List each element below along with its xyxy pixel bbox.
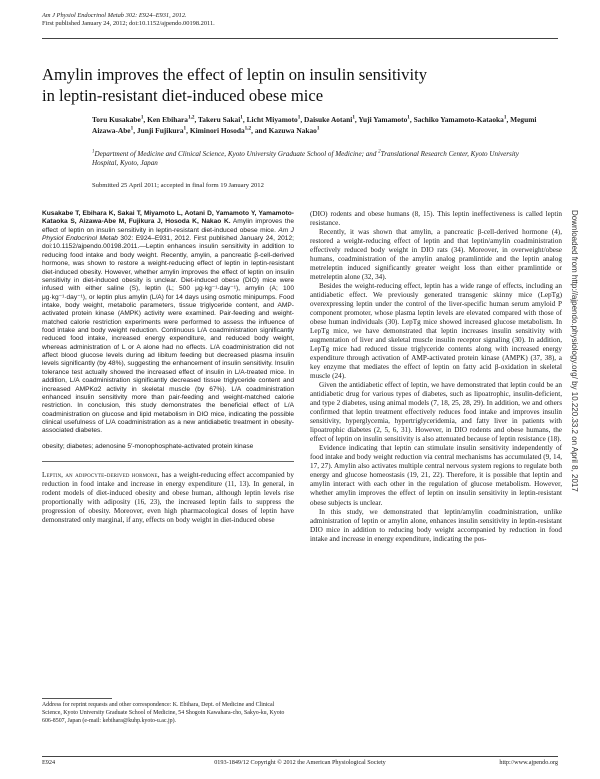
right-column: [310, 210, 562, 544]
download-watermark: [567, 210, 585, 665]
abstract-citation-authors: Kusakabe T, Ebihara K, Sakai T, Miyamoto L, Aotani D, Yamamoto Y, Yamamoto-Kataoka S, Aizawa-Abe M, Fujikura J, Hosoda K, Nakao K.: [42, 210, 294, 226]
author-name: Toru Kusakabe: [92, 115, 141, 124]
first-published-line: First published January 24, 2012; doi:10.1152/ajpendo.00198.2011.: [42, 20, 215, 28]
abstract-citation-title: Amylin improves the effect of leptin on insulin sensitivity in leptin-resistant diet-induced obese mice.: [42, 218, 295, 234]
author: Junji Fujikura$^1$,: [136, 125, 188, 135]
keywords: obesity; diabetes; adenosine 5′-monophosphate-activated protein kinase: [42, 442, 254, 450]
abstract-body: Leptin enhances insulin sensitivity in addition to reducing food intake and body weight. Recently, amylin, a pancreatic β-cell-derived hormone, was shown to restore a weight-reducing effect of leptin in leptin-resistant diet-induced obesity. However, whether amylin improves the effect of leptin on insulin sensitivity in diet-induced obesity is unclear. Diet-induced obese (DIO) mice were infused with either saline (S), leptin (L; 500 μg·kg⁻¹·day⁻¹), amylin (A; 100 μg·kg⁻¹·day⁻¹), or leptin plus amylin (L/A) for 14 days using osmotic minipumps. Food intake, body weight, metabolic parameters, tissue triglyceride content, and AMP-activated protein kinase (AMPK) activity were examined. Pair-feeding and weight-matched calorie restriction experiments were performed to assess the influence of food intake and body weight reduction. Continuous L/A coadministration significantly reduced food intake, increased energy expenditure, and reduced body weight, whereas administration of L or A alone had no effects. L/A coadministration did not affect blood glucose levels during ad libitum feeding but decreased plasma insulin levels significantly (by 48%), suggesting the enhancement of insulin sensitivity. Insulin tolerance test actually showed the increased effect of insulin in L/A-treated mice. In addition, L/A coadministration significantly decreased tissue triglyceride content and increased AMPKα2 activity in skeletal muscle (by 67%). L/A coadministration enhanced insulin sensitivity more than pair-feeding and weight-matched calorie restriction. In conclusion, this study demonstrates the beneficial effect of L/A coadministration on glucose and lipid metabolism in DIO mice, indicating the possible clinical usefulness of L/A coadministration as a new antidiabetic treatment in obesity-associated diabetes.: [42, 243, 294, 435]
author-affiliation-mark: 1: [352, 114, 355, 121]
article-title: [42, 64, 542, 106]
author-name: Daisuke Aotani: [304, 115, 353, 124]
author-affiliation-mark: 1: [407, 114, 410, 121]
author: Takeru Sakai$^1$,: [198, 114, 245, 124]
page-number: E924: [42, 759, 56, 766]
author: Sachiko Yamamoto-Kataoka$^1$,: [413, 114, 509, 124]
journal-url-link[interactable]: http://www.ajpendo.org: [499, 759, 558, 766]
author-affiliation-mark: 1: [240, 114, 243, 121]
author: Licht Miyamoto$^1$,: [246, 114, 303, 124]
submission-dates: Submitted 25 April 2011; accepted in final form 19 January 2012: [92, 182, 264, 189]
author-name: and Kazuwa Nakao: [254, 125, 317, 135]
title-line-1: Amylin improves the effect of leptin on insulin sensitivity: [42, 65, 427, 84]
author-affiliation-mark: 1: [503, 114, 507, 121]
download-note: Downloaded from http://ajpendo.physiology.org/ by 10.220.33.2 on April 8, 2017: [570, 210, 579, 492]
affiliation-1-mark: 1: [92, 149, 95, 155]
footer-rule: [42, 756, 558, 757]
author-name: Licht Miyamoto: [246, 115, 298, 124]
author-list: [92, 115, 542, 136]
affiliation-2-mark: 2: [378, 149, 381, 155]
author-affiliation-mark: 1: [140, 114, 144, 121]
paragraph-antidiabetic: Given the antidiabetic effect of leptin, we have demonstrated that leptin could be an antidiabetic drug for various types of diabetes, such as lipoatrophic, insulin-deficient, and type 2 diabetes, using animal models (7, 18, 25, 28, 29). In addition, we and others confirmed that leptin treatment effectively reduces food intake and improves insulin sensitivity, hyperglycemia, hypertriglyceridemia, and fatty liver in patients with lipoatrophic diabetes (2, 5, 6, 31). However, in DIO rodents and obese humans, the effect of leptin on insulin sensitivity is also attenuated because of leptin resistance (18).: [310, 381, 562, 444]
correspondence-footnote: [42, 698, 294, 725]
left-column: [42, 210, 294, 525]
author-affiliation-mark: 1: [183, 125, 187, 132]
section-divider: [42, 461, 294, 462]
intro-lead: Leptin, an adipocyte-derived hormone,: [42, 471, 160, 480]
abstract-citation-tail: 302: E924–E931, 2012. First published January 24, 2012; doi:10.1152/ajpendo.00198.2011.—: [42, 235, 294, 251]
paragraph-continued: (DIO) rodents and obese humans (8, 15). This leptin ineffectiveness is called leptin resistance.: [310, 210, 562, 228]
author: Yuji Yamamoto$^1$,: [358, 114, 412, 124]
affiliation-1: Department of Medicine and Clinical Science, Kyoto University Graduate School of Medicine; and: [94, 150, 379, 158]
author: [255, 126, 320, 135]
title-line-2: in leptin-resistant diet-induced obese mice: [42, 86, 324, 105]
author-name: Yuji Yamamoto: [358, 115, 408, 124]
paragraph-leptin-effects: Besides the weight-reducing effect, leptin has a wide range of effects, including an antidiabetic effect. We previously generated transgenic skinny mice (LepTg) overexpressing leptin under the control of the liver-specific human serum amyloid P component promoter, whose plasma leptin levels are elevated compared with those of obese human individuals (30). LepTg mice showed increased glucose metabolism. In LepTg mice, we have demonstrated that leptin increases insulin sensitivity with augmentation of liver and skeletal muscle insulin receptor signaling (30). In addition, LepTg mice had reduced tissue triglyceride contents along with increased energy expenditure through activation of AMP-activated protein kinase (AMPK) (37, 38), a key enzyme that mediates the effect of leptin on fatty acid β-oxidation in skeletal muscle (24).: [310, 282, 562, 381]
author-name: Takeru Sakai: [198, 115, 241, 124]
intro-paragraph-1: has a weight-reducing effect accompanied by reduction in food intake and increase in energy expenditure (11, 13). In general, in rodent models of diet-induced obesity and obese human, although leptin levels rise proportionally with adiposity (16, 23), the increased leptin fails to suppress the progression of obesity. Moreover, even high pharmacological doses of leptin have demonstrated only marginal, if any, effects on body weight in diet-induced obese: [42, 471, 294, 525]
affiliations: [92, 150, 542, 169]
paragraph-central-mechanisms: Evidence indicating that leptin can stimulate insulin sensitivity independently of food intake and body weight reduction via central mechanisms has accumulated (9, 14, 17, 27). Amylin also activates multiple central nervous system regions to regulate both energy and glucose homeostasis (19, 21, 22). Therefore, it is possible that leptin and amylin interact with each other in the regulation of glucose metabolism. However, whether amylin improves the effect of leptin on insulin sensitivity in leptin-resistant obese subjects is unclear.: [310, 444, 562, 507]
author: Kiminori Hosoda$^{1,2}$,: [189, 125, 253, 135]
author: Daisuke Aotani$^1$,: [304, 114, 357, 124]
author: Ken Ebihara$^{1,2}$,: [147, 114, 197, 124]
running-header: [42, 12, 215, 28]
author-affiliation-mark: 1,2: [244, 125, 252, 132]
footnote-text: Address for reprint requests and other correspondence: K. Ebihara, Dept. of Medicine and Clinical Science, Kyoto University Graduate School of Medicine, 54 Shogoin Kawahara-cho, Sakyo-ku, Kyoto 606-8507, Japan (e-mail: kebihara@kuhp.kyoto-u.ac.jp).: [42, 702, 285, 724]
author-name: Ken Ebihara: [147, 115, 188, 124]
author-affiliation-mark: 1: [297, 114, 301, 121]
author-name: Megumi Aizawa-Abe: [92, 115, 537, 135]
author-affiliation-mark: 1: [316, 125, 320, 132]
copyright-line: 0193-1849/12 Copyright © 2012 the American Physiological Society: [214, 759, 386, 766]
footnote-rule: [42, 698, 112, 699]
page-footer: [42, 759, 558, 768]
author-name: Sachiko Yamamoto-Kataoka: [413, 115, 504, 124]
paragraph-amylin: Recently, it was shown that amylin, a pancreatic β-cell-derived hormone (4), restored a weight-reducing effect of leptin and that leptin/amylin coadministration effectively reduced body weight in DIO rats (34). Moreover, in overweight/obese humans, coadministration of the amylin analog pramlintide and the leptin analog metreleptin induced significantly greater weight loss than either pramlintide or metreleptin alone (32, 34).: [310, 228, 562, 282]
author-name: Kiminori Hosoda: [189, 125, 245, 135]
abstract: [42, 210, 294, 436]
abstract-citation-journal: Am J Physiol Endocrinol Metab: [42, 226, 294, 243]
paragraph-this-study: In this study, we demonstrated that leptin/amylin coadministration, unlike administration of leptin or amylin alone, enhances insulin sensitivity in leptin-resistant DIO mice in addition to reducing body weight accompanied by reduction in food intake and increase in energy expenditure, indicating the pos-: [310, 507, 562, 543]
author-affiliation-mark: 1,2: [188, 114, 195, 121]
author: Toru Kusakabe$^1$,: [92, 114, 146, 124]
header-rule: [42, 38, 558, 39]
journal-citation-line: Am J Physiol Endocrinol Metab 302: E924–E931, 2012.: [42, 12, 187, 19]
author-affiliation-mark: 1: [130, 125, 134, 132]
author-name: Junji Fujikura: [136, 125, 184, 135]
author: Megumi Aizawa-Abe$^1$,: [92, 115, 537, 135]
introduction: [42, 471, 294, 525]
affiliation-2: Translational Research Center, Kyoto University Hospital, Kyoto, Japan: [92, 150, 519, 168]
